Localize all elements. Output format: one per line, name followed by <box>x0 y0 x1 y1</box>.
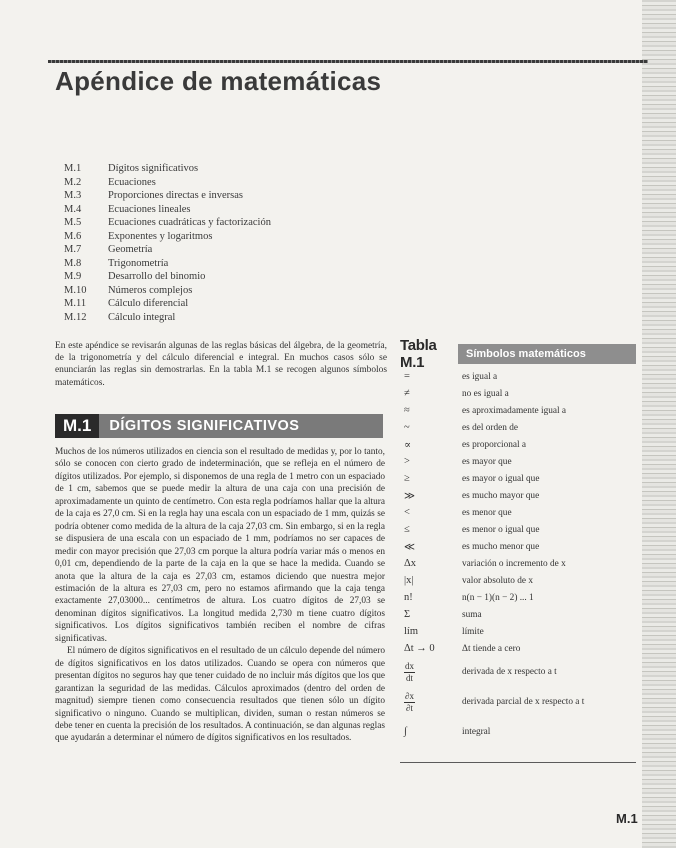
symbol-cell <box>400 657 462 687</box>
meaning-cell: derivada parcial de x respecto a t <box>462 697 585 707</box>
meaning-cell: es menor o igual que <box>462 524 540 535</box>
toc-item <box>64 257 271 271</box>
table-row <box>400 538 636 555</box>
table-caption <box>400 337 636 371</box>
appendix-contents <box>64 162 271 324</box>
meaning-cell: variación o incremento de x <box>462 558 566 569</box>
meaning-cell: suma <box>462 609 482 620</box>
table-row <box>400 572 636 589</box>
toc-label: Números complejos <box>108 284 193 296</box>
symbol-cell: n! <box>404 592 413 603</box>
toc-number: M.10 <box>64 284 87 296</box>
toc-item <box>64 176 271 190</box>
toc-number: M.1 <box>64 163 82 174</box>
meaning-cell: integral <box>462 727 491 737</box>
meaning-cell: es menor que <box>462 507 512 518</box>
table-row <box>400 470 636 487</box>
section-heading <box>55 414 383 438</box>
meaning-cell: es mayor o igual que <box>462 473 540 484</box>
meaning-cell: es igual a <box>462 371 498 382</box>
table-row <box>400 640 636 657</box>
page-title: Apéndice de matemáticas <box>55 66 382 96</box>
table-row <box>400 555 636 572</box>
intro-paragraph: En este apéndice se revisarán algunas de las reglas básicas del álgebra, de la geometría, de la trigonometría y del cálculo diferencial e integral. En muchos casos sólo se enunciarán las reglas sin demostrarlas. En la tabla M.1 se recogen algunos símbolos matemáticos. <box>55 341 387 388</box>
header-rule <box>48 60 648 63</box>
toc-label: Desarrollo del binomio <box>108 271 206 282</box>
meaning-cell: no es igual a <box>462 388 509 399</box>
table-row <box>400 504 636 521</box>
toc-label: Dígitos significativos <box>108 163 199 174</box>
meaning-cell: n(n − 1)(n − 2) ... 1 <box>462 592 534 603</box>
section-body <box>55 446 385 745</box>
toc-item <box>64 230 271 244</box>
table-row <box>400 436 636 453</box>
meaning-cell: derivada de x respecto a t <box>462 667 557 677</box>
toc-label: Ecuaciones cuadráticas y factorización <box>108 217 271 228</box>
fraction-numerator: dx <box>405 661 414 671</box>
symbol-cell: Σ <box>404 609 411 620</box>
symbol-cell: ≥ <box>404 473 410 484</box>
toc-item <box>64 162 271 176</box>
section-number: M.1 <box>55 414 99 438</box>
table-row <box>400 453 636 470</box>
toc-label: Ecuaciones lineales <box>108 203 191 215</box>
symbol-cell: ∫ <box>404 726 407 737</box>
scan-edge-artifact <box>642 0 676 848</box>
symbol-cell: |x| <box>404 575 414 586</box>
table-row <box>400 589 636 606</box>
symbol-cell: lím <box>404 626 419 637</box>
toc-item <box>64 284 271 298</box>
toc-item <box>64 189 271 203</box>
toc-number: M.9 <box>64 271 82 282</box>
meaning-cell: es mayor que <box>462 456 512 467</box>
symbol-cell: < <box>404 507 410 518</box>
partial-derivative-fraction <box>404 692 415 713</box>
table-row <box>400 402 636 419</box>
symbol-cell: > <box>404 456 410 467</box>
toc-number: M.12 <box>64 311 87 323</box>
symbol-cell: ∝ <box>404 439 412 451</box>
section-title: DÍGITOS SIGNIFICATIVOS <box>109 418 300 434</box>
meaning-cell: valor absoluto de x <box>462 575 534 586</box>
toc-label: Geometría <box>108 244 153 255</box>
meaning-cell: límite <box>462 626 484 637</box>
table-row <box>400 419 636 436</box>
toc-label: Cálculo diferencial <box>108 298 189 309</box>
toc-number: M.4 <box>64 203 82 215</box>
table-row <box>400 657 636 687</box>
meaning-cell: es aproximadamente igual a <box>462 405 567 416</box>
toc-label: Cálculo integral <box>108 311 176 323</box>
meaning-cell: es proporcional a <box>462 439 527 450</box>
fraction-denominator: dt <box>405 673 413 683</box>
toc-item <box>64 270 271 284</box>
toc-label: Trigonometría <box>108 257 169 269</box>
table-row <box>400 606 636 623</box>
toc-item <box>64 216 271 230</box>
symbol-cell: ≪ <box>404 541 415 553</box>
meaning-cell: es del orden de <box>462 422 519 433</box>
toc-label: Exponentes y logaritmos <box>108 230 213 242</box>
derivative-fraction <box>404 662 415 683</box>
meaning-cell: es mucho menor que <box>462 541 540 552</box>
toc-item <box>64 203 271 217</box>
symbol-cell <box>400 687 462 717</box>
toc-item <box>64 311 271 325</box>
table-row <box>400 521 636 538</box>
fraction-numerator: ∂x <box>405 691 414 701</box>
toc-number: M.7 <box>64 244 82 255</box>
symbol-cell: ≈ <box>404 405 410 416</box>
toc-number: M.3 <box>64 190 82 201</box>
symbol-cell: ≫ <box>404 490 415 502</box>
toc-number: M.8 <box>64 257 82 269</box>
symbol-cell: Δt → 0 <box>404 643 435 654</box>
table-row <box>400 487 636 504</box>
toc-item <box>64 243 271 257</box>
symbol-cell: ≠ <box>404 388 410 399</box>
symbols-table <box>400 368 636 747</box>
symbol-cell: = <box>404 371 410 382</box>
toc-number: M.5 <box>64 217 82 228</box>
toc-label: Proporciones directas e inversas <box>108 190 243 201</box>
body-paragraph: Muchos de los números utilizados en ciencia son el resultado de medidas y, por lo tanto, sólo se conocen con cierto grado de indeterminación, que se refleja en el número de dígitos utilizados. Por ejemplo, si disponemos de una regla de 1 metro con un espaciado de 1 cm, sabemos que se puede medir la altura de una caja con una precisión de aproximadamente un quinto de centímetro. Con esta regla podríamos hallar que la altura de la caja es 27,0 cm. Si en la regla hay una escala con un espaciado de 1 mm, quizás se podría obtener como medida de la altura de la caja 27,03 cm. Sin embargo, si en la regla se dispusiera de una escala con un espaciado de 1 mm, podríamos no ser capaces de medir con mayor precisión que 27,03 cm porque la altura podría variar más o menos en 0,01 cm, dependiendo de la parte de la caja en la que se hace la medida. Cuando se anota que la altura de la caja es 27,03 cm, estamos diciendo que nuestra mejor estimación de la altura es 27,03 cm, pero no estamos afirmando que la caja tenga exactamente 27,03000... centímetros de altura. Los cuatro dígitos de 27,03 se denominan dígitos significativos. La longitud medida 2,730 m tiene cuatro dígitos significativos. Los dígitos significativos también reciben el nombre de cifras significativas. <box>55 447 385 644</box>
symbol-cell: ≤ <box>404 524 410 535</box>
table-row <box>400 623 636 640</box>
toc-label: Ecuaciones <box>108 176 156 188</box>
table-row <box>400 385 636 402</box>
toc-number: M.6 <box>64 230 82 242</box>
symbol-cell: Δx <box>404 558 417 569</box>
toc-number: M.2 <box>64 176 82 188</box>
meaning-cell: Δt tiende a cero <box>462 643 521 654</box>
table-title: Símbolos matemáticos <box>458 344 636 364</box>
fraction-denominator: ∂t <box>406 703 413 713</box>
table-row <box>400 368 636 385</box>
table-row <box>400 717 636 747</box>
toc-number: M.11 <box>64 298 87 309</box>
table-row <box>400 687 636 717</box>
toc-item <box>64 297 271 311</box>
body-paragraph: El número de dígitos significativos en el resultado de un cálculo depende del número de dígitos significativos en los datos utilizados. Cuando se opera con números que presentan dígitos no seguros hay que tener cuidado de no incluir más dígitos que los que garantizan la seguridad de las medidas. Cálculos aproximados (dentro del orden de magnitud) siempre tienen como consecuencia resultados que tienen sólo un dígito significativo o ninguno. Cuando se multiplican, dividen, suman o restan números se debe tener en cuenta la precisión de los resultados. A continuación, se dan algunas reglas que ayudarán a determinar el número de dígitos significativos en los resultados. <box>55 646 385 744</box>
table-bottom-rule <box>400 762 636 763</box>
table-label: Tabla M.1 <box>400 337 437 371</box>
page-number: M.1 <box>616 811 638 826</box>
symbol-cell: ~ <box>404 422 410 433</box>
meaning-cell: es mucho mayor que <box>462 490 540 501</box>
